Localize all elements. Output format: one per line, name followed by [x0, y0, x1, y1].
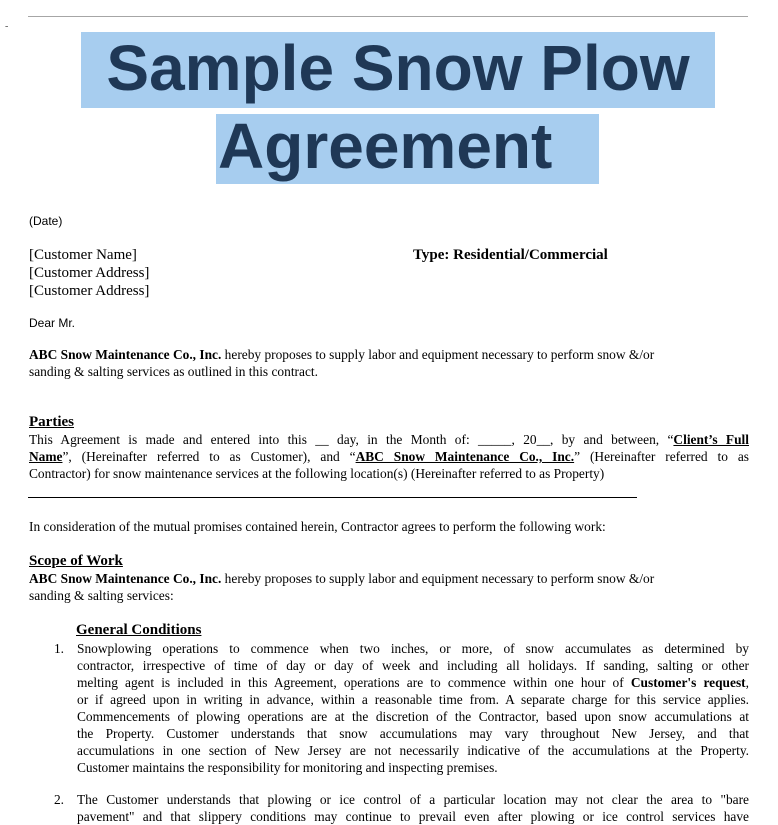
scope-paragraph — [29, 570, 749, 604]
item-1-line-5: Commencements of plowing operations are at the discretion of the Contractor, based upon snow accumulations at — [77, 709, 749, 724]
type-label: Type: Residential/Commercial — [413, 247, 608, 263]
intro-text-1: hereby proposes to supply labor and equipment necessary to perform snow &/or — [221, 347, 655, 362]
consideration-text: In consideration of the mutual promises contained herein, Contractor agrees to perform the following work: — [29, 519, 606, 534]
scope-company: ABC Snow Maintenance Co., Inc. — [29, 571, 222, 586]
item-2-line-2: pavement" and that slippery conditions may continue to prevail even after plowing or ice control services have — [77, 809, 749, 824]
intro-text-2: sanding & salting services as outlined in this contract. — [29, 364, 318, 379]
intro-paragraph — [29, 346, 749, 380]
top-rule — [28, 16, 748, 17]
general-conditions-heading: General Conditions — [76, 622, 202, 638]
item-1-line-1: Snowplowing operations to commence when two inches, or more, of snow accumulates as determined by — [77, 641, 749, 656]
item-1-line-6: the Property. Customer understands that snow accumulations may vary throughout New Jersey, and that — [77, 726, 749, 741]
parties-text-1: This Agreement is made and entered into this __ day, in the Month of: _____, 20__, by and between, “ — [29, 432, 674, 447]
date-placeholder: (Date) — [29, 214, 63, 228]
intro-company: ABC Snow Maintenance Co., Inc. — [29, 347, 222, 362]
item-1-line-4: or if agreed upon in writing in advance, within a reasonable time from. A separate charge for this service applies. — [77, 692, 749, 707]
item-1-line-8: Customer maintains the responsibility for monitoring and inspecting premises. — [77, 760, 498, 775]
title-line-2: Agreement — [216, 114, 599, 184]
item-2-number: 2. — [53, 792, 64, 807]
scope-heading: Scope of Work — [29, 553, 123, 569]
item-1-number: 1. — [53, 641, 64, 656]
title-line-1: Sample Snow Plow — [81, 32, 715, 108]
item-2-text — [77, 791, 749, 825]
salutation: Dear Mr. — [29, 316, 76, 330]
item-1-customer-request: Customer's request — [630, 675, 746, 690]
item-1-text — [77, 640, 749, 776]
margin-mark: - — [5, 21, 9, 32]
parties-paragraph — [29, 431, 749, 482]
item-1-line-3a: melting agent is included in this Agreement, operations are to commence within one hour of — [77, 675, 631, 690]
scope-text-2: sanding & salting services: — [29, 588, 174, 603]
parties-text-4: Contractor) for snow maintenance services at the following location(s) (Hereinafter referred to as Property) — [29, 466, 605, 481]
item-1-line-3c: , — [745, 675, 749, 690]
customer-address-1: [Customer Address] — [29, 265, 150, 281]
scope-text-1: hereby proposes to supply labor and equipment necessary to perform snow &/or — [221, 571, 655, 586]
item-2-line-1: The Customer understands that plowing or ice control of a particular location may not clear the area to "bare — [77, 792, 749, 807]
parties-heading: Parties — [29, 414, 74, 430]
customer-name: [Customer Name] — [29, 247, 137, 263]
location-blank-line — [28, 497, 637, 498]
customer-address-2: [Customer Address] — [29, 283, 150, 299]
item-1-line-7: accumulations in one section of New Jersey are not necessarily indicative of the accumulations at the Property. — [77, 743, 749, 758]
parties-text-2: ”, (Hereinafter referred to as Customer), and “ — [62, 449, 356, 464]
item-1-line-2: contractor, irrespective of time of day or day of week and including all holidays. If sanding, salting or other — [77, 658, 749, 673]
parties-client: Client’s Full — [673, 432, 749, 447]
parties-text-3: ” (Hereinafter referred to as — [574, 449, 750, 464]
parties-client-2: Name — [29, 449, 63, 464]
parties-company: ABC Snow Maintenance Co., Inc. — [355, 449, 575, 464]
